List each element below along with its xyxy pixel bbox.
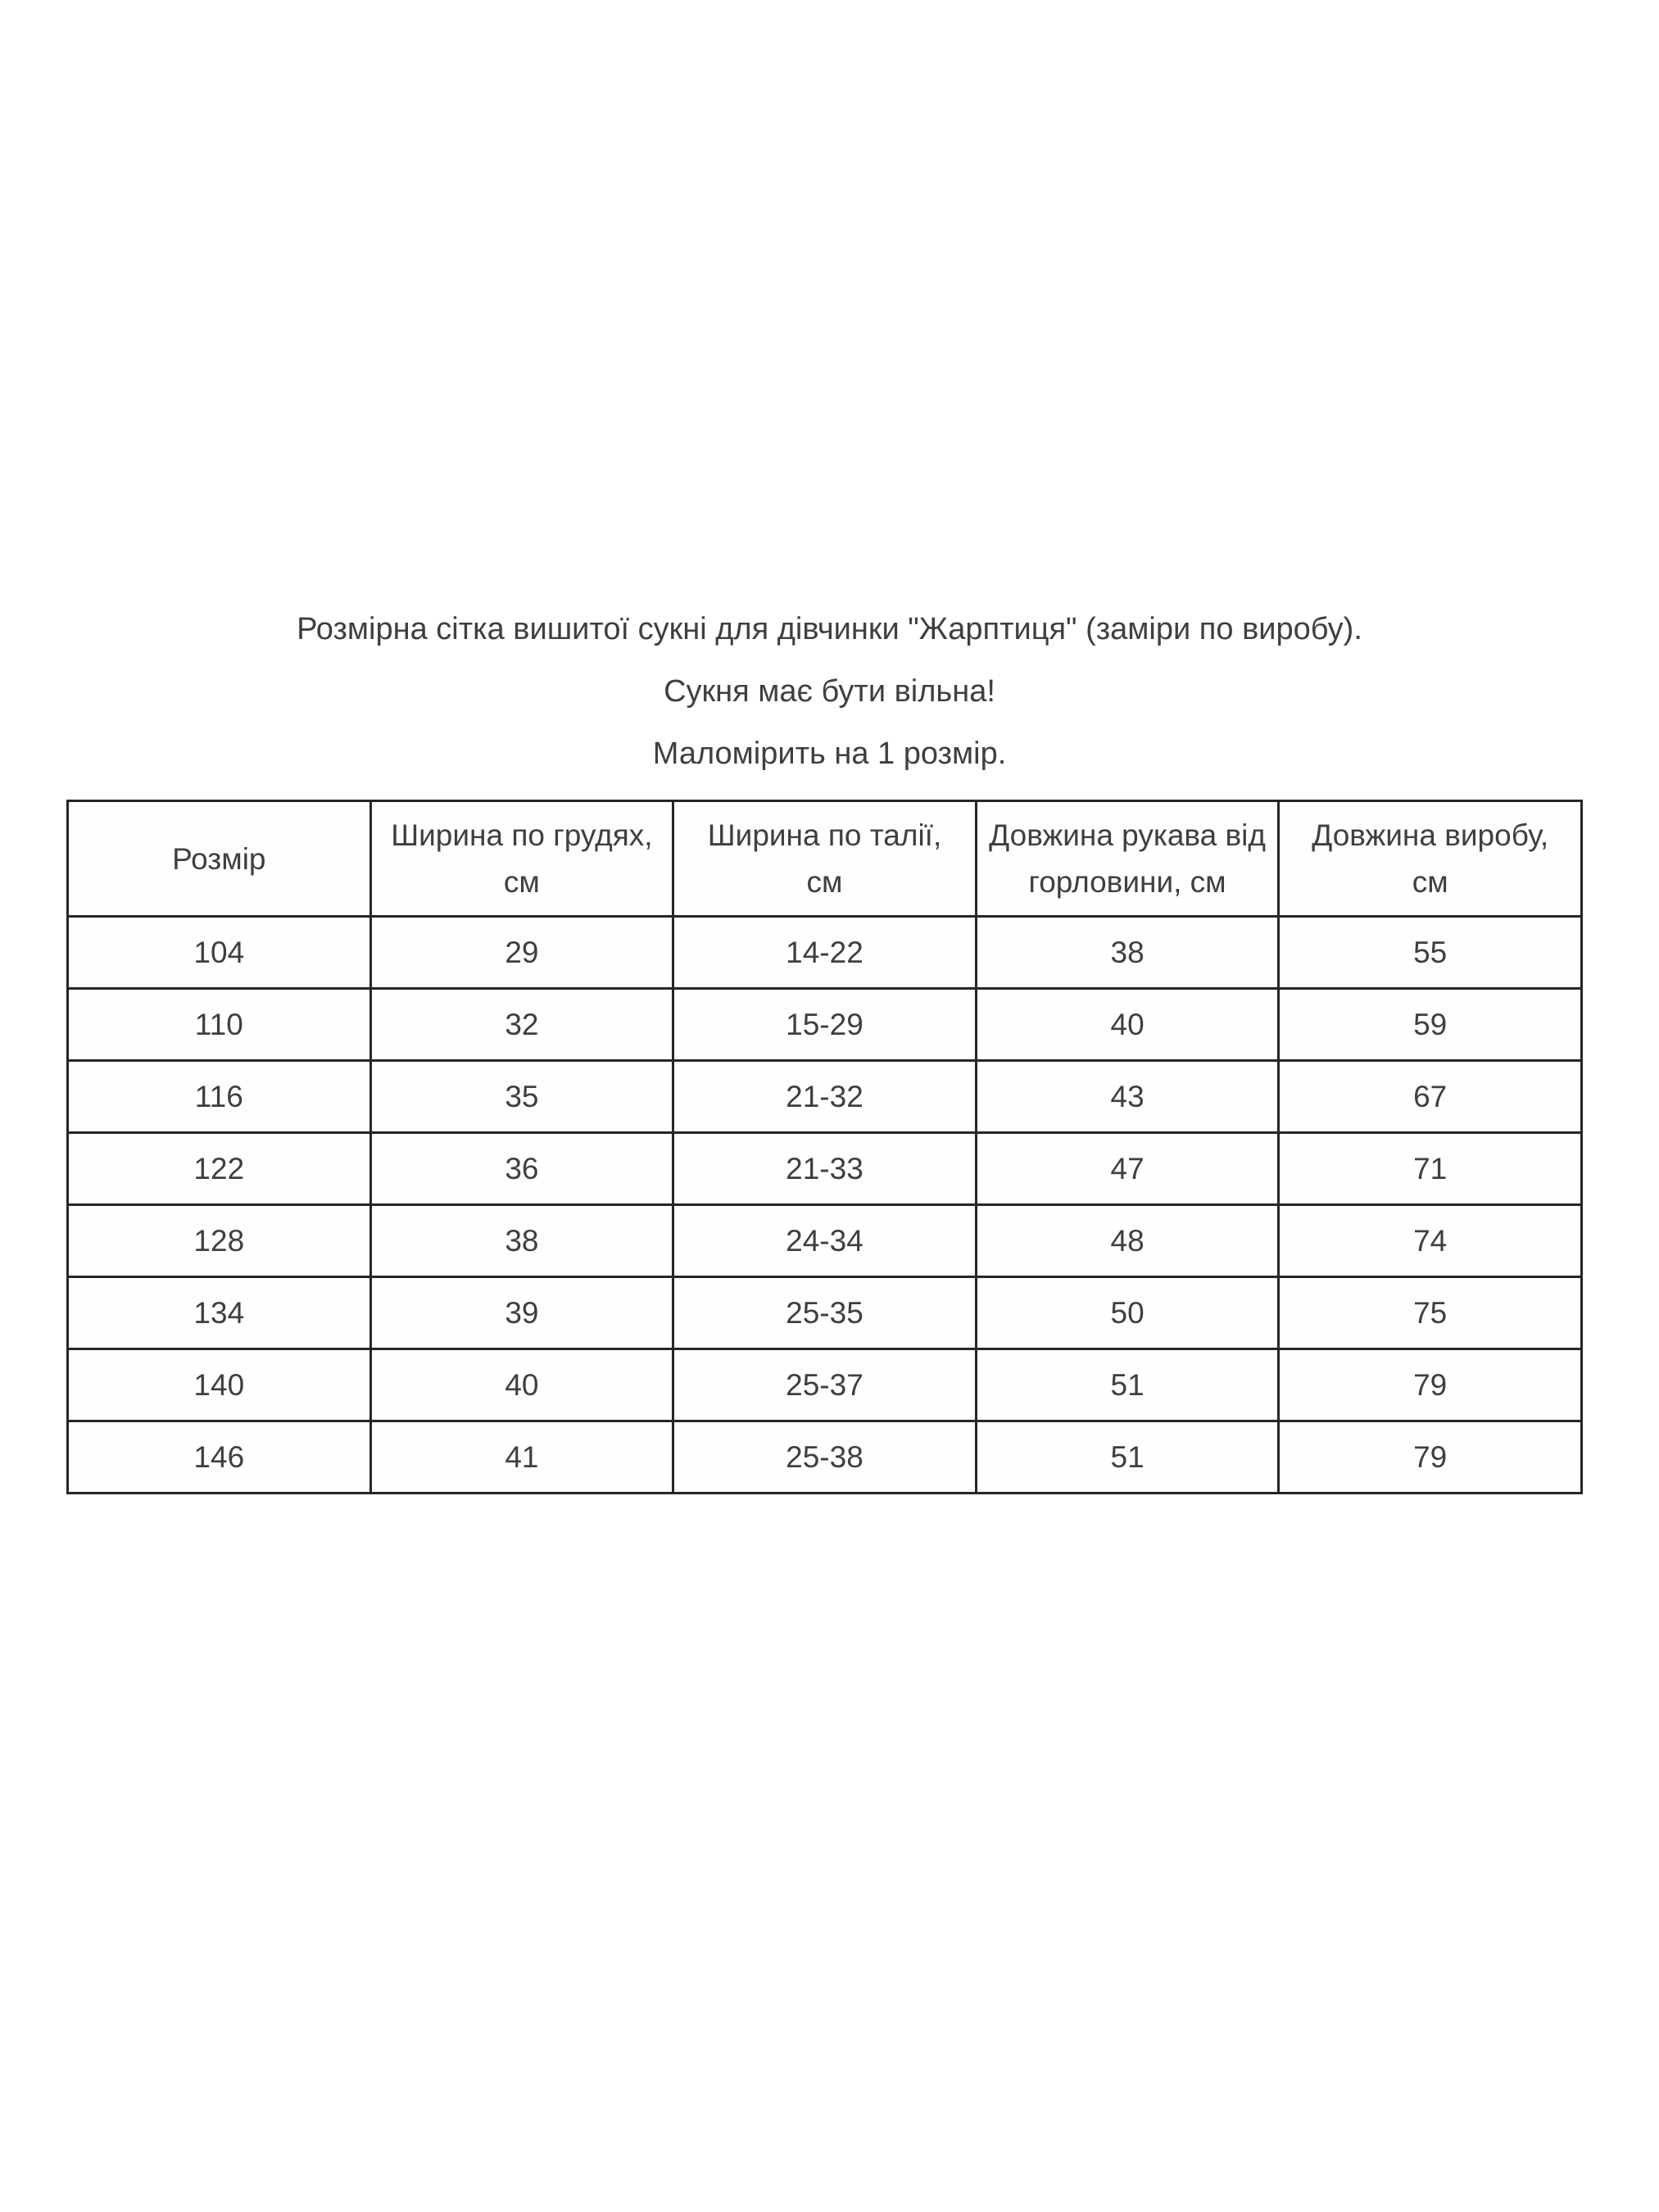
cell-sleeve: 43 [976,1061,1279,1133]
cell-size: 104 [68,917,371,989]
cell-size: 110 [68,989,371,1061]
table-row [68,1205,1582,1277]
cell-size: 140 [68,1349,371,1421]
table-row [68,989,1582,1061]
cell-length: 67 [1279,1061,1582,1133]
subtitle-loose-fit-note: Сукня має бути вільна! [664,674,995,709]
cell-chest: 40 [370,1349,673,1421]
cell-chest: 38 [370,1205,673,1277]
cell-chest: 35 [370,1061,673,1133]
cell-chest: 36 [370,1133,673,1205]
table-row [68,1349,1582,1421]
table-row [68,1133,1582,1205]
table-row [68,1277,1582,1349]
table-row [68,1421,1582,1494]
cell-chest: 41 [370,1421,673,1494]
cell-sleeve: 51 [976,1421,1279,1494]
cell-sleeve: 48 [976,1205,1279,1277]
cell-waist: 25-37 [673,1349,977,1421]
size-chart-header [68,801,1582,917]
cell-length: 59 [1279,989,1582,1061]
cell-chest: 29 [370,917,673,989]
cell-size: 146 [68,1421,371,1494]
cell-waist: 14-22 [673,917,977,989]
cell-size: 116 [68,1061,371,1133]
table-row [68,917,1582,989]
cell-length: 55 [1279,917,1582,989]
cell-length: 74 [1279,1205,1582,1277]
cell-sleeve: 40 [976,989,1279,1061]
header-cell-garment-length: Довжина виробу, см [1279,801,1582,917]
header-cell-chest-width: Ширина по грудях, см [370,801,673,917]
cell-waist: 15-29 [673,989,977,1061]
cell-length: 79 [1279,1421,1582,1494]
cell-length: 79 [1279,1349,1582,1421]
cell-chest: 32 [370,989,673,1061]
size-chart-body [68,917,1582,1494]
cell-size: 128 [68,1205,371,1277]
size-chart-table [66,800,1583,1494]
cell-waist: 25-38 [673,1421,977,1494]
cell-waist: 25-35 [673,1277,977,1349]
header-cell-waist-width: Ширина по талії, см [673,801,977,917]
header-cell-sleeve-length: Довжина рукава від горловини, см [976,801,1279,917]
cell-sleeve: 50 [976,1277,1279,1349]
cell-length: 75 [1279,1277,1582,1349]
cell-waist: 24-34 [673,1205,977,1277]
cell-sleeve: 47 [976,1133,1279,1205]
cell-size: 122 [68,1133,371,1205]
cell-size: 134 [68,1277,371,1349]
table-row [68,1061,1582,1133]
cell-waist: 21-32 [673,1061,977,1133]
title-block [0,0,1659,770]
header-row [68,801,1582,917]
cell-length: 71 [1279,1133,1582,1205]
subtitle-sizing-note: Маломірить на 1 розмір. [652,737,1007,771]
cell-sleeve: 38 [976,917,1279,989]
chart-title: Розмірна сітка вишитої сукні для дівчинки "Жарптиця" (заміри по виробу). [297,612,1362,646]
cell-waist: 21-33 [673,1133,977,1205]
header-cell-size: Розмір [68,801,371,917]
cell-chest: 39 [370,1277,673,1349]
cell-sleeve: 51 [976,1349,1279,1421]
